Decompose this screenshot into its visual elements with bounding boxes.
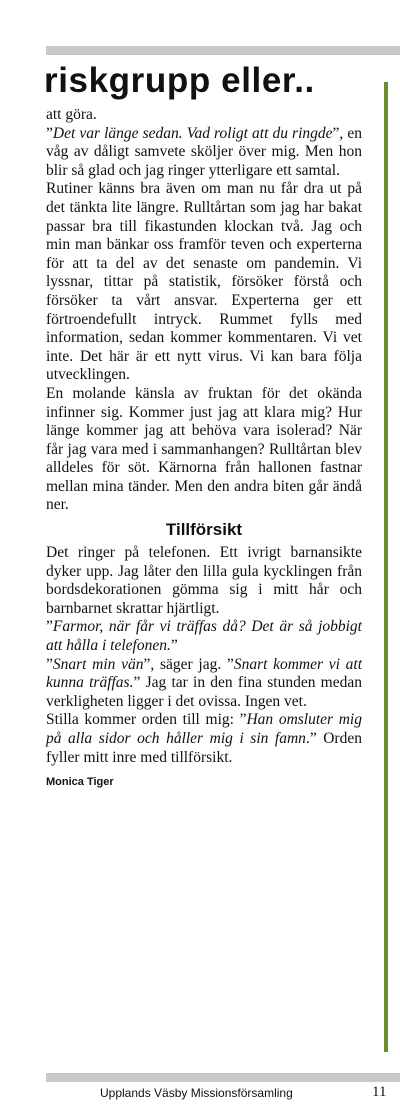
paragraph xyxy=(46,106,362,125)
text-run: att göra. xyxy=(46,106,97,123)
italic-quote: Farmor, när får vi träffas då? Det är så jobbigt att hålla i telefonen. xyxy=(46,618,362,655)
text-run: ” xyxy=(46,655,53,673)
text-run: .” Orden fyller mitt inre med tillförsikt. xyxy=(46,730,362,766)
text-run: ”, säger jag. ” xyxy=(143,655,234,673)
side-accent-line xyxy=(384,82,388,1052)
text-run: En molande känsla av fruktan för det okända infinner sig. Kommer just jag att klara mig? Hur länge kommer jag att behöva vara isolerad? När får jag vara med i sammanhangen? Rulltårtan blev alldeles för söt. Kärnorna från hallonen fastnar mellan mina tänder. Men den andra biten går ändå ner. xyxy=(46,384,362,514)
text-run: Stilla kommer orden till mig: ” xyxy=(46,711,247,729)
article-title: riskgrupp eller.. xyxy=(44,61,315,100)
paragraph xyxy=(46,125,362,181)
text-run: Det ringer på telefonen. Ett ivrigt barnansikte dyker upp. Jag låter den lilla gula kycklingen från bordsdekorationen gömma sig i mitt hår och barnbarnet skrattar hjärtligt. xyxy=(46,544,362,617)
text-run: ”, en våg av dåligt samvete sköljer över mig. Men hon blir så glad och jag ringer ytterligare ett samtal. xyxy=(46,124,362,179)
bottom-divider-bar xyxy=(46,1073,400,1082)
text-run: ” xyxy=(46,618,53,636)
top-divider-bar xyxy=(46,46,400,55)
article-text-part-2 xyxy=(46,544,362,767)
paragraph xyxy=(46,618,362,655)
text-run: ” xyxy=(46,124,53,142)
text-run: ” xyxy=(170,637,178,655)
page-number: 11 xyxy=(372,1084,387,1100)
italic-quote: Han omsluter mig på alla sidor och håller mig i sin famn xyxy=(46,711,362,747)
italic-quote: Snart min vän xyxy=(52,655,144,673)
paragraph xyxy=(46,656,362,712)
paragraph xyxy=(46,544,362,618)
author-byline: Monica Tiger xyxy=(46,776,114,789)
footer-organization: Upplands Väsby Missionsförsamling xyxy=(100,1086,293,1100)
paragraph xyxy=(46,711,362,767)
article-body xyxy=(46,106,362,789)
section-heading: Tillförsikt xyxy=(165,520,243,540)
text-run: Rutiner känns bra även om man nu får dra ut på det tänkta lite längre. Rulltårtan som jag har bakat passar bra till fikastunden klockan två. Jag och min man bänkar oss framför teven och experterna för att ta del av det senaste om pandemin. Vi lyssnar, tittar på statistik, försöker förstå och försöker ta vårt ansvar. Experterna ger ett förtroendefullt intryck. Rummet fylls med information, sedan kommer kommentaren. Vi vet inte. Det här är ett nytt virus. Vi kan bara följa utvecklingen. xyxy=(46,180,362,384)
italic-quote: Det var länge sedan. Vad roligt att du ringde xyxy=(52,124,333,142)
text-run: ” Jag tar in den fina stunden medan verkligheten ligger i det ovissa. Ingen vet. xyxy=(46,674,362,710)
article-text-part-1 xyxy=(46,106,362,515)
italic-quote: Snart kommer vi att kunna träffas. xyxy=(46,655,362,692)
paragraph xyxy=(46,180,362,385)
paragraph xyxy=(46,385,362,515)
